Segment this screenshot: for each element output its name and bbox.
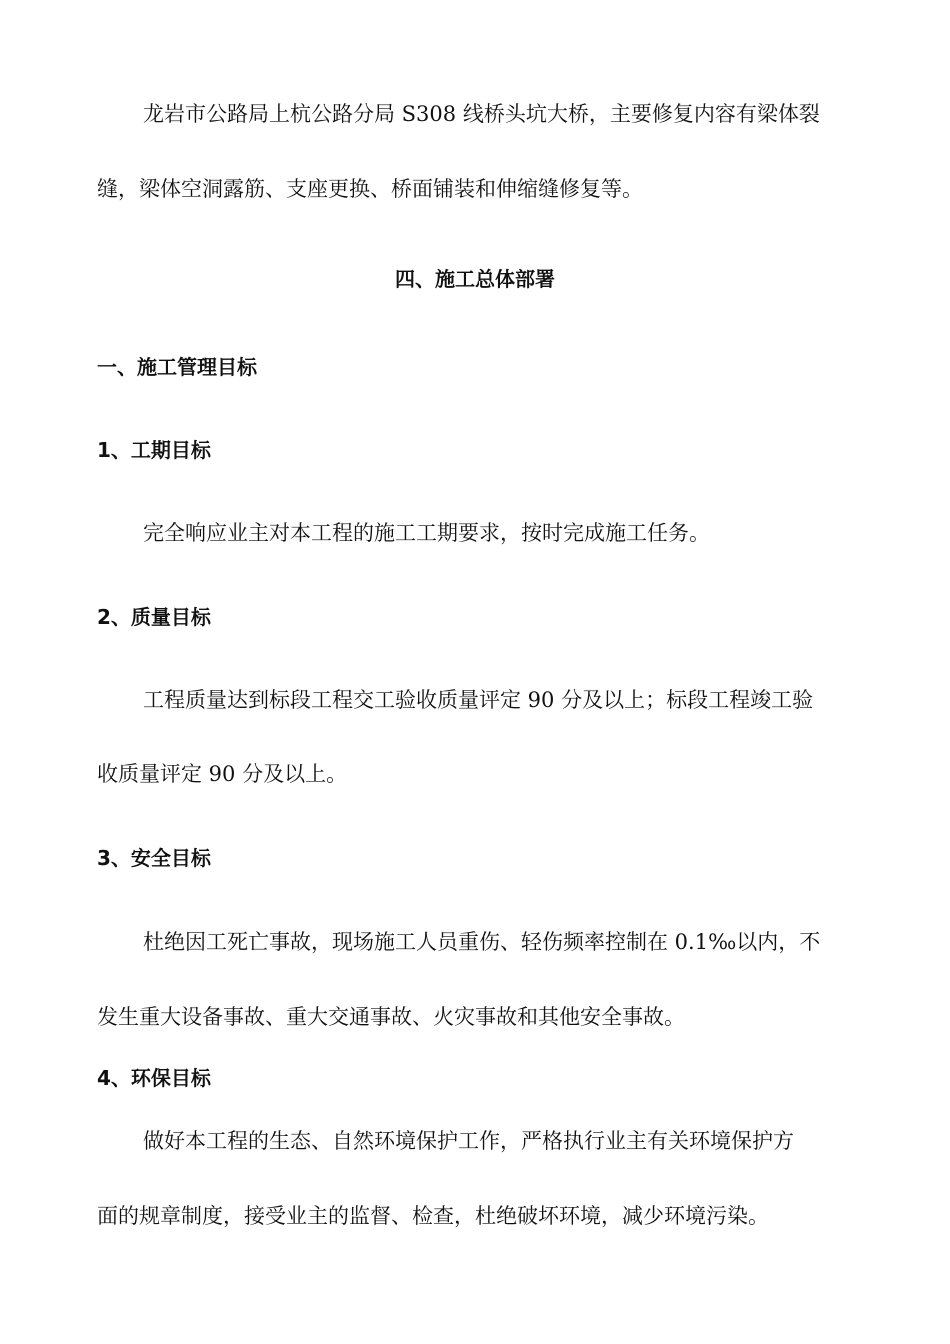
intro-paragraph-line-1: 龙岩市公路局上杭公路分局 S308 线桥头坑大桥，主要修复内容有梁体裂 bbox=[143, 102, 820, 126]
goal-heading-quality: 2、质量目标 bbox=[97, 605, 211, 629]
goal-text-safety-line-2: 发生重大设备事故、重大交通事故、火灾事故和其他安全事故。 bbox=[97, 1005, 685, 1029]
goal-text-environment-line-1: 做好本工程的生态、自然环境保护工作，严格执行业主有关环境保护方 bbox=[143, 1129, 794, 1153]
goal-heading-environment: 4、环保目标 bbox=[97, 1066, 211, 1090]
goal-heading-schedule: 1、工期目标 bbox=[97, 438, 211, 462]
goal-text-quality-line-2: 收质量评定 90 分及以上。 bbox=[97, 762, 348, 786]
goal-text-schedule-line-1: 完全响应业主对本工程的施工工期要求，按时完成施工任务。 bbox=[143, 521, 710, 545]
goal-heading-safety: 3、安全目标 bbox=[97, 846, 211, 870]
goal-text-safety-line-1: 杜绝因工死亡事故，现场施工人员重伤、轻伤频率控制在 0.1‰以内，不 bbox=[143, 930, 821, 954]
goal-text-environment-line-2: 面的规章制度，接受业主的监督、检查，杜绝破坏环境，减少环境污染。 bbox=[97, 1204, 769, 1228]
subsection-title: 一、施工管理目标 bbox=[97, 355, 257, 379]
goal-text-quality-line-1: 工程质量达到标段工程交工验收质量评定 90 分及以上；标段工程竣工验 bbox=[143, 688, 814, 712]
intro-paragraph-line-2: 缝，梁体空洞露筋、支座更换、桥面铺装和伸缩缝修复等。 bbox=[97, 177, 643, 201]
section-title: 四、施工总体部署 bbox=[395, 267, 555, 291]
